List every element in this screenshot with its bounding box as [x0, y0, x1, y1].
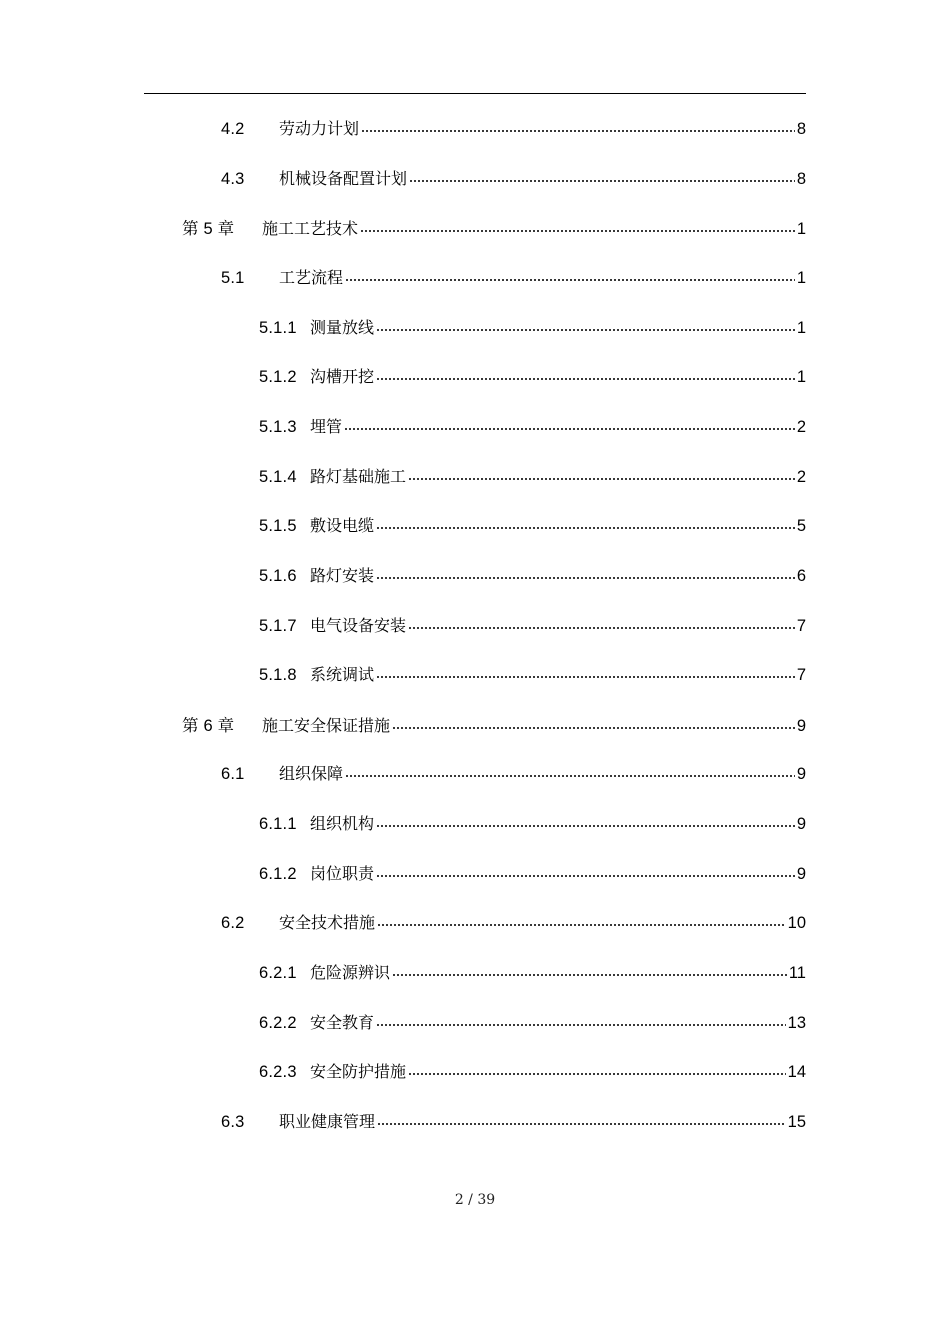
- toc-entry-title: 危险源辨识: [310, 963, 391, 982]
- toc-dot-leader: [392, 968, 787, 978]
- toc-dot-leader: [376, 869, 795, 879]
- toc-entry-number: 4.3: [221, 170, 245, 188]
- toc-entry[interactable]: [259, 662, 806, 688]
- toc-entry-number: 6.2.1: [259, 964, 297, 982]
- toc-entry[interactable]: [182, 215, 806, 241]
- toc-entry[interactable]: [259, 464, 806, 490]
- toc-dot-leader: [376, 372, 795, 382]
- toc-entry[interactable]: [259, 513, 806, 539]
- toc-entry-number: 5.1.3: [259, 418, 297, 436]
- toc-dot-leader: [377, 1117, 786, 1127]
- toc-entry-title: 机械设备配置计划: [279, 169, 408, 188]
- toc-entry-title: 岗位职责: [310, 864, 375, 883]
- toc-entry-page: 8: [796, 170, 806, 188]
- toc-entry-title: 施工工艺技术: [262, 219, 359, 238]
- toc-dot-leader: [408, 1067, 786, 1077]
- toc-entry-number: 5.1.2: [259, 368, 297, 386]
- toc-dot-leader: [376, 1018, 786, 1028]
- toc-dot-leader: [344, 422, 795, 432]
- toc-entry[interactable]: [259, 811, 806, 837]
- toc-entry-page: 1: [796, 220, 806, 238]
- toc-entry-page: 1: [796, 269, 806, 287]
- toc-entry-page: 9: [796, 815, 806, 833]
- toc-entry-title: 路灯安装: [310, 566, 375, 585]
- toc-entry-page: 8: [796, 120, 806, 138]
- toc-entry[interactable]: [221, 166, 806, 192]
- toc-entry[interactable]: [182, 712, 806, 738]
- toc-entry-number: 5.1.7: [259, 617, 297, 635]
- toc-entry-title: 系统调试: [310, 665, 375, 684]
- toc-entry-number: 5.1.4: [259, 468, 297, 486]
- toc-entry[interactable]: [259, 960, 806, 986]
- toc-entry-number: 6.1.2: [259, 865, 297, 883]
- toc-entry-page: 14: [787, 1063, 806, 1081]
- toc-entry-page: 11: [788, 964, 806, 982]
- toc-dot-leader: [376, 670, 795, 680]
- toc-dot-leader: [376, 571, 795, 581]
- toc-dot-leader: [408, 472, 795, 482]
- toc-entry-number: 5.1.8: [259, 666, 297, 684]
- toc-entry-number: 5.1.6: [259, 567, 297, 585]
- toc-entry-number: 5.1: [221, 269, 245, 287]
- toc-entry-number: 5.1.1: [259, 319, 297, 337]
- toc-entry-page: 1: [796, 319, 806, 337]
- toc-entry-page: 9: [796, 765, 806, 783]
- toc-entry-number: 4.2: [221, 120, 245, 138]
- toc-entry-page: 5: [796, 517, 806, 535]
- toc-entry[interactable]: [221, 116, 806, 142]
- toc-entry-page: 15: [787, 1113, 806, 1131]
- toc-dot-leader: [376, 819, 795, 829]
- toc-dot-leader: [377, 918, 786, 928]
- toc-entry-number: 6.2.2: [259, 1014, 297, 1032]
- toc-entry-title: 安全防护措施: [310, 1062, 407, 1081]
- toc-dot-leader: [360, 224, 795, 234]
- toc-entry-page: 9: [796, 865, 806, 883]
- toc-entry[interactable]: [259, 315, 806, 341]
- toc-entry-title: 电气设备安装: [310, 616, 407, 635]
- toc-entry-title: 劳动力计划: [279, 119, 360, 138]
- toc-dot-leader: [345, 273, 795, 283]
- toc-entry-title: 安全教育: [310, 1013, 375, 1032]
- toc-entry-page: 7: [796, 666, 806, 684]
- toc-entry-number: 6.3: [221, 1113, 245, 1131]
- page-indicator: 2 / 39: [454, 1192, 496, 1208]
- toc-entry-title: 安全技术措施: [279, 913, 376, 932]
- toc-entry-title: 职业健康管理: [279, 1112, 376, 1131]
- toc-entry-page: 10: [787, 914, 806, 932]
- toc-entry[interactable]: [221, 910, 806, 936]
- toc-entry-title: 埋管: [310, 417, 343, 436]
- toc-entry-page: 7: [796, 617, 806, 635]
- toc-entry-title: 工艺流程: [279, 268, 344, 287]
- toc-entry-title: 组织机构: [310, 814, 375, 833]
- toc-dot-leader: [345, 769, 795, 779]
- toc-dot-leader: [408, 621, 795, 631]
- toc-entry-number: 5.1.5: [259, 517, 297, 535]
- toc-entry-title: 测量放线: [310, 318, 375, 337]
- toc-entry-number: 第 6 章: [182, 717, 235, 735]
- toc-entry-page: 2: [796, 468, 806, 486]
- toc-entry-number: 第 5 章: [182, 220, 235, 238]
- toc-entry-number: 6.2: [221, 914, 245, 932]
- toc-entry[interactable]: [259, 414, 806, 440]
- toc-dot-leader: [409, 174, 795, 184]
- toc-entry[interactable]: [259, 861, 806, 887]
- toc-entry-title: 组织保障: [279, 764, 344, 783]
- toc-dot-leader: [361, 124, 795, 134]
- toc-entry[interactable]: [259, 1010, 806, 1036]
- toc-entry[interactable]: [221, 265, 806, 291]
- header-rule: [144, 93, 806, 94]
- toc-entry-page: 2: [796, 418, 806, 436]
- toc-dot-leader: [376, 323, 795, 333]
- toc-entry[interactable]: [259, 1059, 806, 1085]
- toc-entry-page: 6: [796, 567, 806, 585]
- page-footer: [0, 1192, 950, 1208]
- toc-entry-page: 1: [796, 368, 806, 386]
- toc-entry-title: 施工安全保证措施: [262, 716, 391, 735]
- toc-entry-title: 敷设电缆: [310, 516, 375, 535]
- toc-entry-number: 6.2.3: [259, 1063, 297, 1081]
- toc-entry-page: 13: [787, 1014, 806, 1032]
- toc-entry[interactable]: [221, 761, 806, 787]
- toc-entry[interactable]: [259, 613, 806, 639]
- toc-dot-leader: [376, 521, 795, 531]
- toc-entry[interactable]: [259, 563, 806, 589]
- toc-entry-page: 9: [796, 717, 806, 735]
- toc-dot-leader: [392, 721, 795, 731]
- toc-entry[interactable]: [259, 364, 806, 390]
- toc-entry-number: 6.1: [221, 765, 245, 783]
- toc-entry-number: 6.1.1: [259, 815, 297, 833]
- toc-entry-title: 路灯基础施工: [310, 467, 407, 486]
- toc-entry[interactable]: [221, 1109, 806, 1135]
- toc-entry-title: 沟槽开挖: [310, 367, 375, 386]
